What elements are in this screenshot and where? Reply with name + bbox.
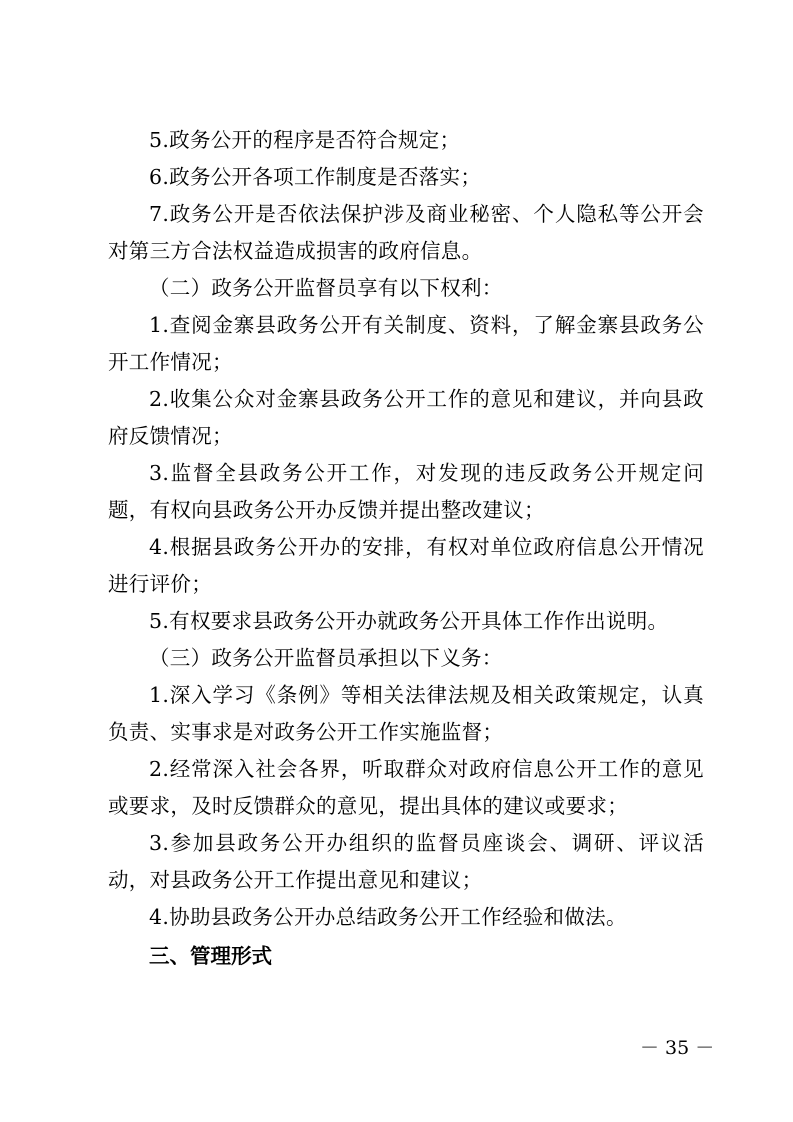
list-item: 4.协助县政务公开办总结政务公开工作经验和做法。 [149, 905, 627, 929]
list-item: 7.政务公开是否依法保护涉及商业秘密、个人隐私等公开会对第三方合法权益造成损害的政府信息。 [108, 202, 704, 263]
section-heading: 三、管理形式 [149, 944, 272, 968]
list-item: 3.监督全县政务公开工作，对发现的违反政务公开规定问题，有权向县政务公开办反馈并提出整改建议； [108, 461, 704, 522]
list-item: 2.经常深入社会各界，听取群众对政府信息公开工作的意见或要求，及时反馈群众的意见，提出具体的建议或要求； [108, 757, 704, 818]
duties-heading: （三）政务公开监督员承担以下义务： [149, 646, 503, 670]
list-item: 1.深入学习《条例》等相关法律法规及相关政策规定，认真负责、实事求是对政务公开工作实施监督； [108, 683, 704, 744]
list-item: 5.政务公开的程序是否符合规定； [149, 128, 461, 152]
list-item: 2.收集公众对金寨县政务公开工作的意见和建议，并向县政府反馈情况； [108, 387, 704, 448]
page-number: － 35 － [640, 1037, 715, 1059]
list-item: 4.根据县政务公开办的安排，有权对单位政府信息公开情况进行评价； [108, 535, 704, 596]
list-item: 1.查阅金寨县政务公开有关制度、资料，了解金寨县政务公开工作情况； [108, 313, 704, 374]
list-item: 5.有权要求县政务公开办就政务公开具体工作作出说明。 [149, 609, 669, 633]
rights-heading: （二）政务公开监督员享有以下权利： [149, 276, 503, 300]
list-item: 3.参加县政务公开办组织的监督员座谈会、调研、评议活动，对县政务公开工作提出意见和建议； [108, 831, 704, 892]
list-item: 6.政务公开各项工作制度是否落实； [149, 165, 482, 189]
